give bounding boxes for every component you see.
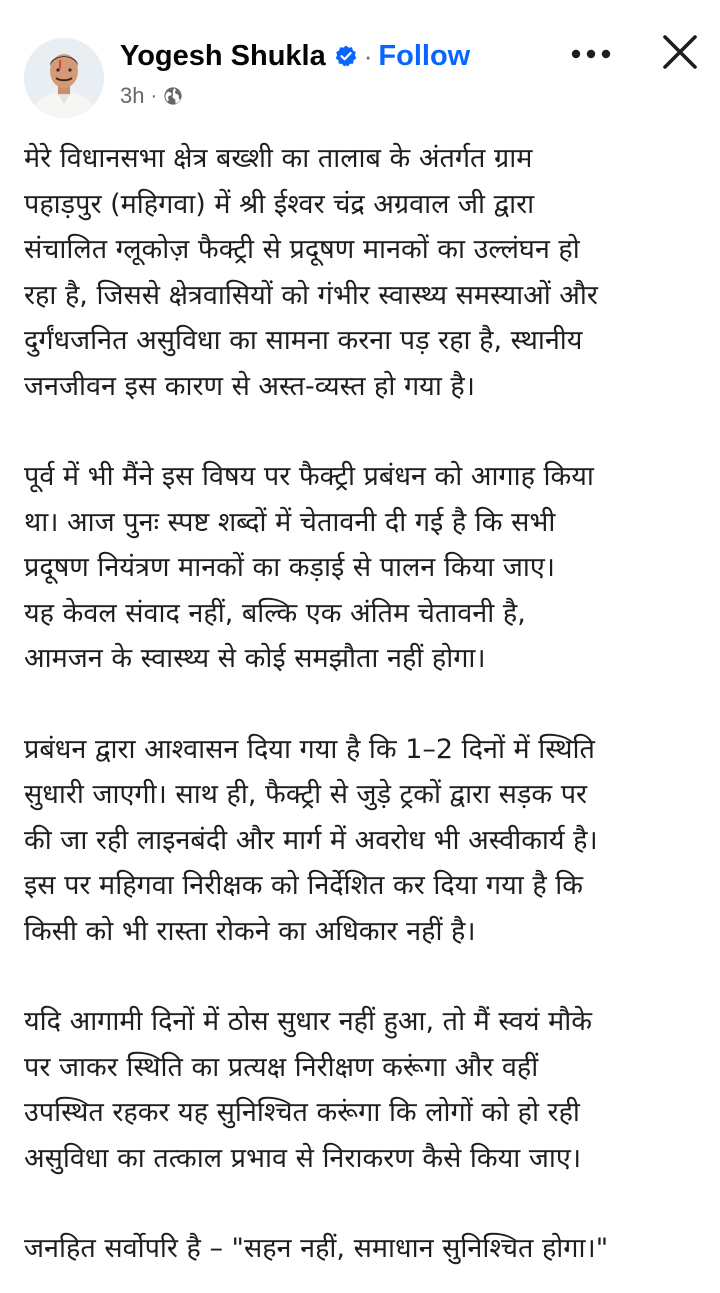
text-line: किसी को भी रास्ता रोकने का अधिकार नहीं है। — [24, 915, 476, 947]
text-line: दुर्गंधजनित असुविधा का सामना करना पड़ रहा है, स्थानीय — [24, 325, 583, 356]
text-line: था। आज पुनः स्पष्ट शब्दों में चेतावनी दी गई है कि सभी — [24, 506, 556, 538]
text-line: प्रबंधन द्वारा आश्वासन दिया गया है कि 1–2 दिनों में स्थिति — [24, 733, 595, 765]
post-paragraph-1 — [24, 136, 704, 409]
author-name[interactable]: Yogesh Shukla — [120, 39, 326, 72]
text-line: सुधारी जाएगी। साथ ही, फैक्ट्री से जुड़े ट्रकों द्वारा सड़क पर — [24, 779, 588, 810]
text-line: उपस्थित रहकर यह सुनिश्चित करूंगा कि लोगों को हो रही — [24, 1097, 580, 1128]
author-row — [120, 36, 470, 76]
follow-button[interactable]: Follow — [378, 39, 471, 72]
text-line: पूर्व में भी मैंने इस विषय पर फैक्ट्री प्रबंधन को आगाह किया — [24, 461, 594, 492]
text-line: रहा है, जिससे क्षेत्रवासियों को गंभीर स्वास्थ्य समस्याओं और — [24, 279, 598, 311]
more-options-icon[interactable] — [568, 38, 614, 70]
globe-icon — [163, 86, 183, 106]
text-line: यह केवल संवाद नहीं, बल्कि एक अंतिम चेतावनी है, — [24, 597, 526, 629]
post-paragraph-5 — [24, 1226, 704, 1272]
post-header — [0, 0, 720, 120]
meta-separator: · — [150, 84, 158, 107]
avatar-image — [24, 38, 104, 118]
avatar[interactable] — [24, 38, 104, 118]
text-line: आमजन के स्वास्थ्य से कोई समझौता नहीं होगा। — [24, 643, 486, 674]
post-timestamp[interactable]: 3h — [120, 83, 145, 108]
text-line: प्रदूषण नियंत्रण मानकों का कड़ाई से पालन किया जाए। — [24, 552, 556, 583]
text-line: मेरे विधानसभा क्षेत्र बख्शी का तालाब के अंतर्गत ग्राम — [24, 143, 533, 174]
close-icon[interactable] — [660, 32, 700, 72]
paragraph-spacer — [24, 954, 704, 999]
verified-badge-icon — [334, 44, 358, 68]
post-paragraph-3 — [24, 727, 704, 955]
post-paragraph-2 — [24, 454, 704, 682]
post-paragraph-4 — [24, 999, 704, 1181]
paragraph-spacer — [24, 409, 704, 454]
text-line: संचालित ग्लूकोज़ फैक्ट्री से प्रदूषण मानकों का उल्लंघन हो — [24, 234, 580, 265]
text-line: पहाड़पुर (महिगवा) में श्री ईश्वर चंद्र अग्रवाल जी द्वारा — [24, 188, 535, 220]
paragraph-spacer — [24, 682, 704, 727]
text-line: यदि आगामी दिनों में ठोस सुधार नहीं हुआ, तो मैं स्वयं मौके — [24, 1006, 593, 1037]
post-text — [24, 136, 704, 1272]
text-line: इस पर महिगवा निरीक्षक को निर्देशित कर दिया गया है कि — [24, 870, 583, 901]
text-line: असुविधा का तत्काल प्रभाव से निराकरण कैसे किया जाए। — [24, 1142, 582, 1174]
text-line: की जा रही लाइनबंदी और मार्ग में अवरोध भी अस्वीकार्य है। — [24, 824, 598, 856]
text-line: जनहित सर्वोपरि है – "सहन नहीं, समाधान सुनिश्चित होगा।" — [24, 1233, 609, 1264]
post-meta — [120, 82, 183, 110]
text-line: जनजीवन इस कारण से अस्त-व्यस्त हो गया है। — [24, 370, 475, 402]
name-follow-separator: · — [363, 40, 373, 71]
text-line: पर जाकर स्थिति का प्रत्यक्ष निरीक्षण करूंगा और वहीं — [24, 1051, 539, 1083]
paragraph-spacer — [24, 1181, 704, 1226]
